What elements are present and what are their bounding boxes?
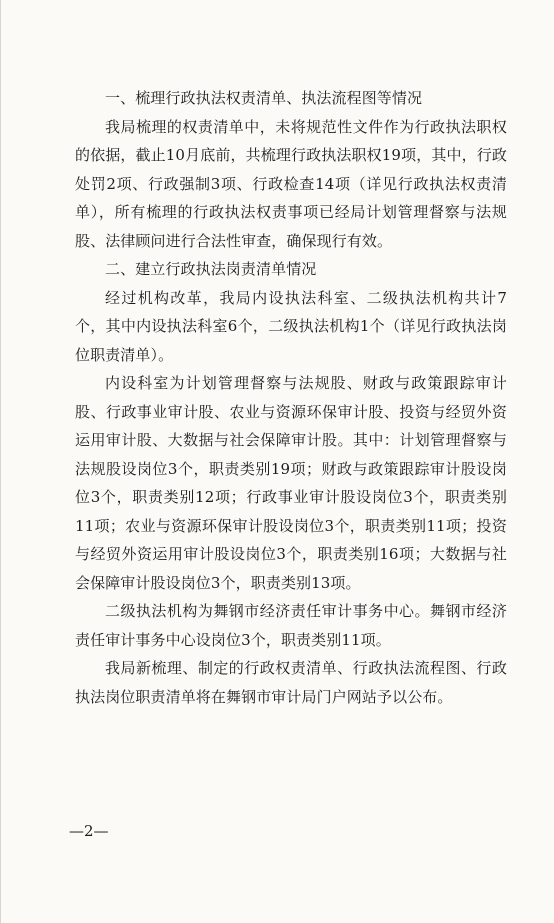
paragraph-1: 我局梳理的权责清单中，未将规范性文件作为行政执法职权的依据，截止10月底前，共梳理行政执法职权19项，其中，行政处罚2项、行政强制3项、行政检查14项（详见行政执法权责清单），所有梳理的行政执法权责事项已经局计划管理督察与法规股、法律顾问进行合法性审查，确保现行有效。 xyxy=(75,117,507,250)
page-number: —2— xyxy=(69,822,109,840)
paragraph-4: 二级执法机构为舞钢市经济责任审计事务中心。舞钢市经济责任审计事务中心设岗位3个，职责类别11项。 xyxy=(75,602,507,649)
section-heading-1: 一、梳理行政执法权责清单、执法流程图等情况 xyxy=(105,89,423,107)
paragraph-3: 内设科室为计划管理督察与法规股、财政与政策跟踪审计股、行政事业审计股、农业与资源环保审计股、投资与经贸外资运用审计股、大数据与社会保障审计股。其中：计划管理督察与法规股设岗位3个，职责类别19项；财政与政策跟踪审计股设岗位3个，职责类别12项；行政事业审计股设岗位3个，职责类别11项；农业与资源环保审计股设岗位3个，职责类别11项；投资与经贸外资运用审计股设岗位3个，职责类别16项；大数据与社会保障审计股设岗位3个，职责类别13项。 xyxy=(75,374,507,592)
document-body xyxy=(75,84,507,711)
paragraph-2: 经过机构改革，我局内设执法科室、二级执法机构共计7个，其中内设执法科室6个，二级执法机构1个（详见行政执法岗位职责清单）。 xyxy=(75,288,507,364)
section-heading-2: 二、建立行政执法岗责清单情况 xyxy=(105,260,317,278)
paragraph-5: 我局新梳理、制定的行政权责清单、行政执法流程图、行政执法岗位职责清单将在舞钢市审计局门户网站予以公布。 xyxy=(75,659,507,706)
